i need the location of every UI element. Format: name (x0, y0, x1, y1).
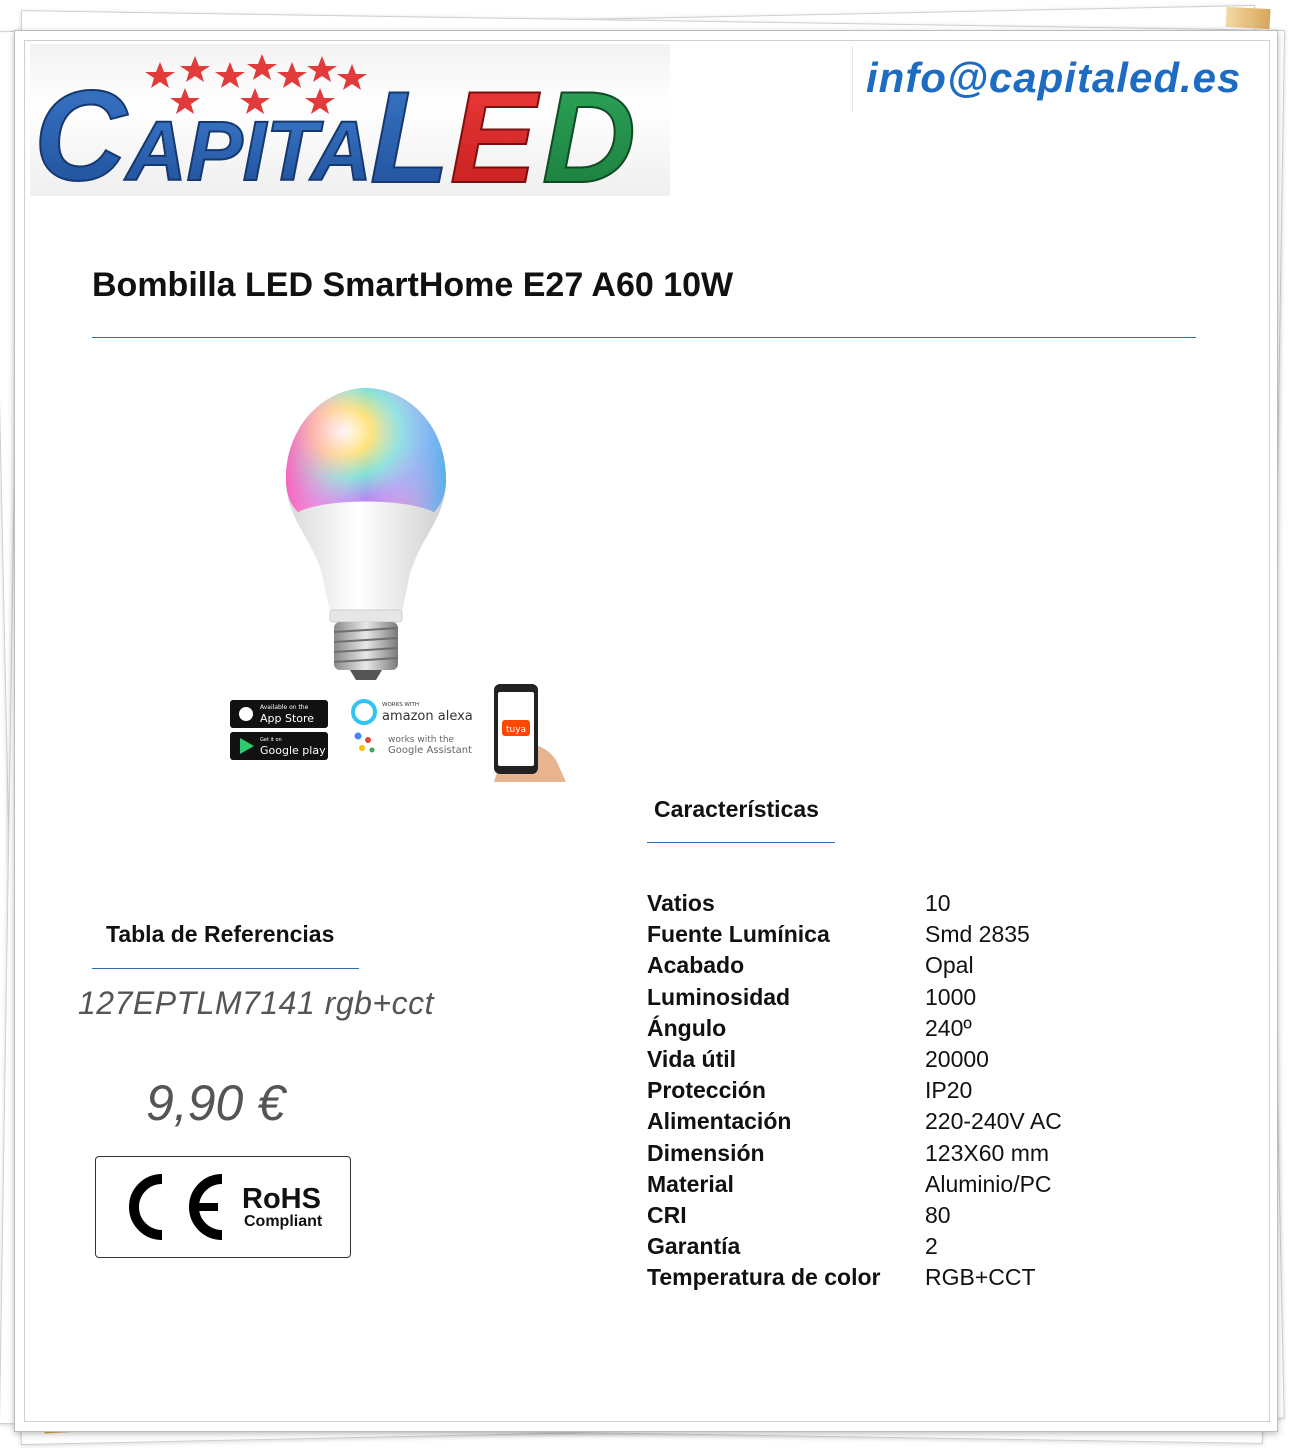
spec-row (647, 1138, 1062, 1169)
characteristics-divider (647, 842, 835, 843)
svg-text:App Store: App Store (260, 712, 315, 725)
spec-value: IP20 (925, 1077, 973, 1104)
spec-label: Acabado (647, 952, 745, 979)
decor-corner-top-right (1226, 7, 1271, 29)
spec-label: Fuente Lumínica (647, 921, 830, 948)
spec-value: 80 (925, 1201, 951, 1228)
svg-text:amazon alexa: amazon alexa (382, 709, 473, 724)
characteristics-heading: Características (654, 796, 819, 822)
spec-row (647, 919, 1062, 950)
spec-label: Alimentación (647, 1108, 792, 1135)
svg-text:Get it on: Get it on (260, 737, 282, 743)
spec-label: Material (647, 1170, 734, 1197)
svg-text:L: L (370, 64, 450, 196)
spec-row (647, 1262, 1062, 1293)
spec-value: 20000 (925, 1046, 989, 1073)
spec-label: Protección (647, 1077, 766, 1104)
spec-row (647, 1013, 1062, 1044)
spec-value: RGB+CCT (925, 1264, 1036, 1291)
google-play-badge[interactable] (230, 732, 328, 760)
spec-row (647, 888, 1062, 919)
svg-text:tuya: tuya (506, 725, 527, 735)
spec-label: Vatios (647, 890, 715, 917)
spec-value: 220-240V AC (925, 1108, 1062, 1135)
spec-value: 2 (925, 1233, 938, 1260)
spec-row (647, 1200, 1062, 1231)
spec-label: Ángulo (647, 1014, 727, 1041)
references-heading: Tabla de Referencias (106, 921, 335, 947)
bulb-icon (286, 388, 446, 680)
contact-email[interactable]: info@capitaled.es (866, 54, 1242, 101)
specs-table (647, 888, 1062, 1293)
spec-row (647, 950, 1062, 981)
spec-row (647, 1231, 1062, 1262)
product-title: Bombilla LED SmartHome E27 A60 10W (92, 266, 734, 304)
spec-value: 1000 (925, 983, 977, 1010)
title-divider (92, 337, 1196, 338)
product-image (226, 384, 576, 784)
spec-value: Smd 2835 (925, 921, 1030, 948)
svg-text:E: E (450, 64, 537, 196)
google-assistant-badge (355, 733, 473, 757)
spec-label: Garantía (647, 1233, 741, 1260)
references-divider (92, 968, 359, 969)
svg-text:C: C (34, 65, 127, 196)
spec-value: Aluminio/PC (925, 1170, 1052, 1197)
spec-value: 240º (925, 1014, 972, 1041)
spec-value: Opal (925, 952, 974, 979)
spec-label: Vida útil (647, 1046, 737, 1073)
spec-label: CRI (647, 1201, 687, 1228)
svg-text:APITA: APITA (126, 104, 372, 196)
spec-label: Luminosidad (647, 983, 791, 1010)
spec-value: 123X60 mm (925, 1139, 1050, 1166)
spec-row (647, 1075, 1062, 1106)
svg-text:Google play: Google play (260, 744, 326, 757)
rohs-compliant-label: Compliant (244, 1213, 323, 1230)
svg-text:D: D (542, 64, 636, 196)
reference-code: 127EPTLM7141 rgb+cct (78, 985, 434, 1021)
rohs-label: RoHS (242, 1183, 321, 1215)
certification-badge (95, 1156, 351, 1258)
spec-row (647, 1169, 1062, 1200)
spec-label: Dimensión (647, 1139, 765, 1166)
capitaled-logo (30, 44, 670, 196)
spec-row (647, 1044, 1062, 1075)
smartphone-tuya-icon (494, 684, 566, 782)
svg-text:Available on the: Available on the (260, 704, 309, 711)
spec-row (647, 982, 1062, 1013)
svg-text:Google Assistant: Google Assistant (388, 745, 472, 756)
amazon-alexa-badge (353, 701, 473, 724)
spec-label: Temperatura de color (647, 1264, 881, 1291)
app-store-badge[interactable] (230, 700, 328, 728)
svg-text:WORKS WITH: WORKS WITH (382, 702, 419, 708)
spec-value: 10 (925, 890, 951, 917)
svg-text:works with the: works with the (388, 735, 455, 745)
spec-row (647, 1106, 1062, 1137)
product-price: 9,90 € (146, 1075, 286, 1131)
